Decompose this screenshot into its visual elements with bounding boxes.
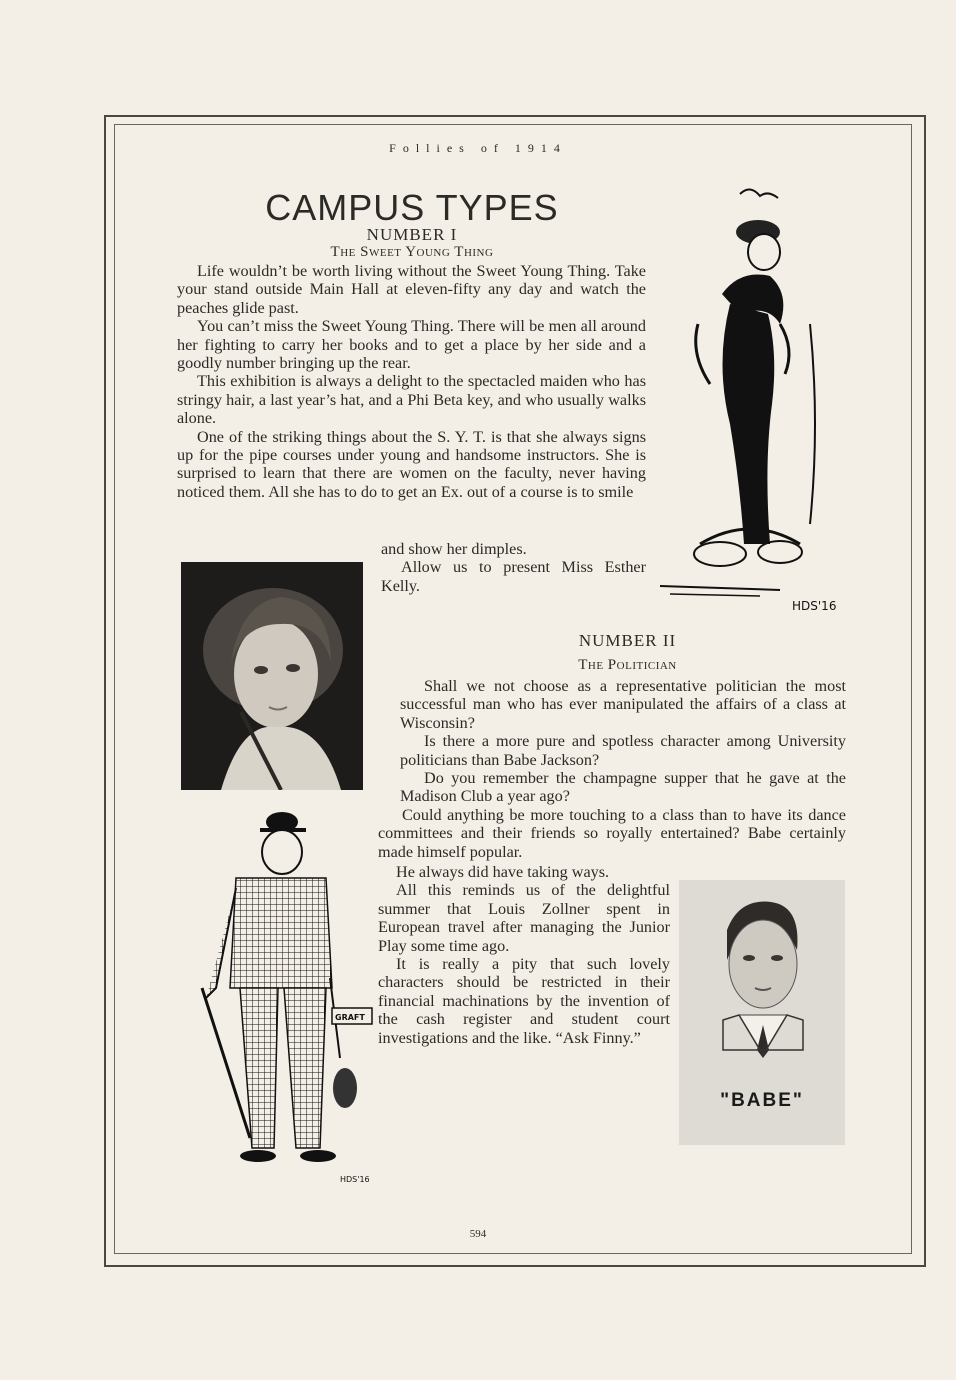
sketch2-signature: HDS'16	[340, 1175, 370, 1184]
running-head: Follies of 1914	[389, 141, 567, 155]
section1-paragraph: and show her dimples.	[381, 540, 527, 558]
sign-text: GRAFT	[335, 1013, 365, 1022]
page-title: CAMPUS TYPES	[265, 187, 559, 228]
section2-paragraph: Is there a more pure and spotless character among University politicians than Babe Jackson?	[400, 732, 846, 769]
section1-subtitle: The Sweet Young Thing	[330, 244, 494, 260]
section1-body-narrow	[381, 540, 646, 595]
illustration-politician	[180, 808, 380, 1188]
section2-body	[378, 677, 846, 861]
section2-paragraph: Do you remember the champagne supper that he gave at the Madison Club a year ago?	[400, 769, 846, 806]
section1-paragraph: You can’t miss the Sweet Young Thing. There will be men all around her fighting to carry her books and to get a place by her side and a goodly number bringing up the rear.	[177, 317, 646, 373]
section2-number: NUMBER II	[578, 631, 677, 650]
portrait-photo-woman	[181, 562, 363, 790]
section2-paragraph: Could anything be more touching to a class than to have its dance committees and their friends so royally entertained? Babe certainly made himself popular.	[378, 805, 846, 861]
section2-subtitle: The Politician	[578, 657, 677, 673]
illustration-sweet-young-thing	[660, 184, 850, 614]
sketch1-signature: HDS'16	[792, 599, 837, 613]
section2-paragraph: It is really a pity that such lovely characters should be restricted in their financial machinations by the invention of the cash register and student court investigations and the like. “Ask Finny.”	[378, 955, 670, 1047]
section2-paragraph: He always did have taking ways.	[396, 863, 610, 881]
section1-paragraph: One of the striking things about the S. Y. T. is that she always signs up for the pipe courses under young and handsome instructors. She is surprised to learn that there are women on the faculty, never having noticed them. All she has to do to get an Ex. out of a course is to smile	[177, 427, 646, 501]
section1-paragraph: Life wouldn’t be worth living without the Sweet Young Thing. Take your stand outside Main Hall at eleven-fifty any day and watch the peaches glide past.	[177, 262, 646, 317]
section2-paragraph: Shall we not choose as a representative politician the most successful man who has ever manipulated the affairs of a class at Wisconsin?	[400, 677, 846, 732]
page-number: 594	[469, 1228, 487, 1240]
section1-body	[177, 262, 646, 501]
section2-paragraph: All this reminds us of the delightful summer that Louis Zollner spent in European travel after managing the Junior Play some time ago.	[378, 881, 670, 955]
section1-paragraph: Allow us to present Miss Esther Kelly.	[381, 558, 646, 595]
section1-paragraph: This exhibition is always a delight to the spectacled maiden who has stringy hair, a last year’s hat, and a Phi Beta key, and who usually walks alone.	[177, 372, 646, 428]
section1-number: NUMBER I	[366, 225, 458, 244]
section2-body-narrow	[378, 863, 670, 1047]
photo-caption: "BABE"	[720, 1090, 804, 1111]
